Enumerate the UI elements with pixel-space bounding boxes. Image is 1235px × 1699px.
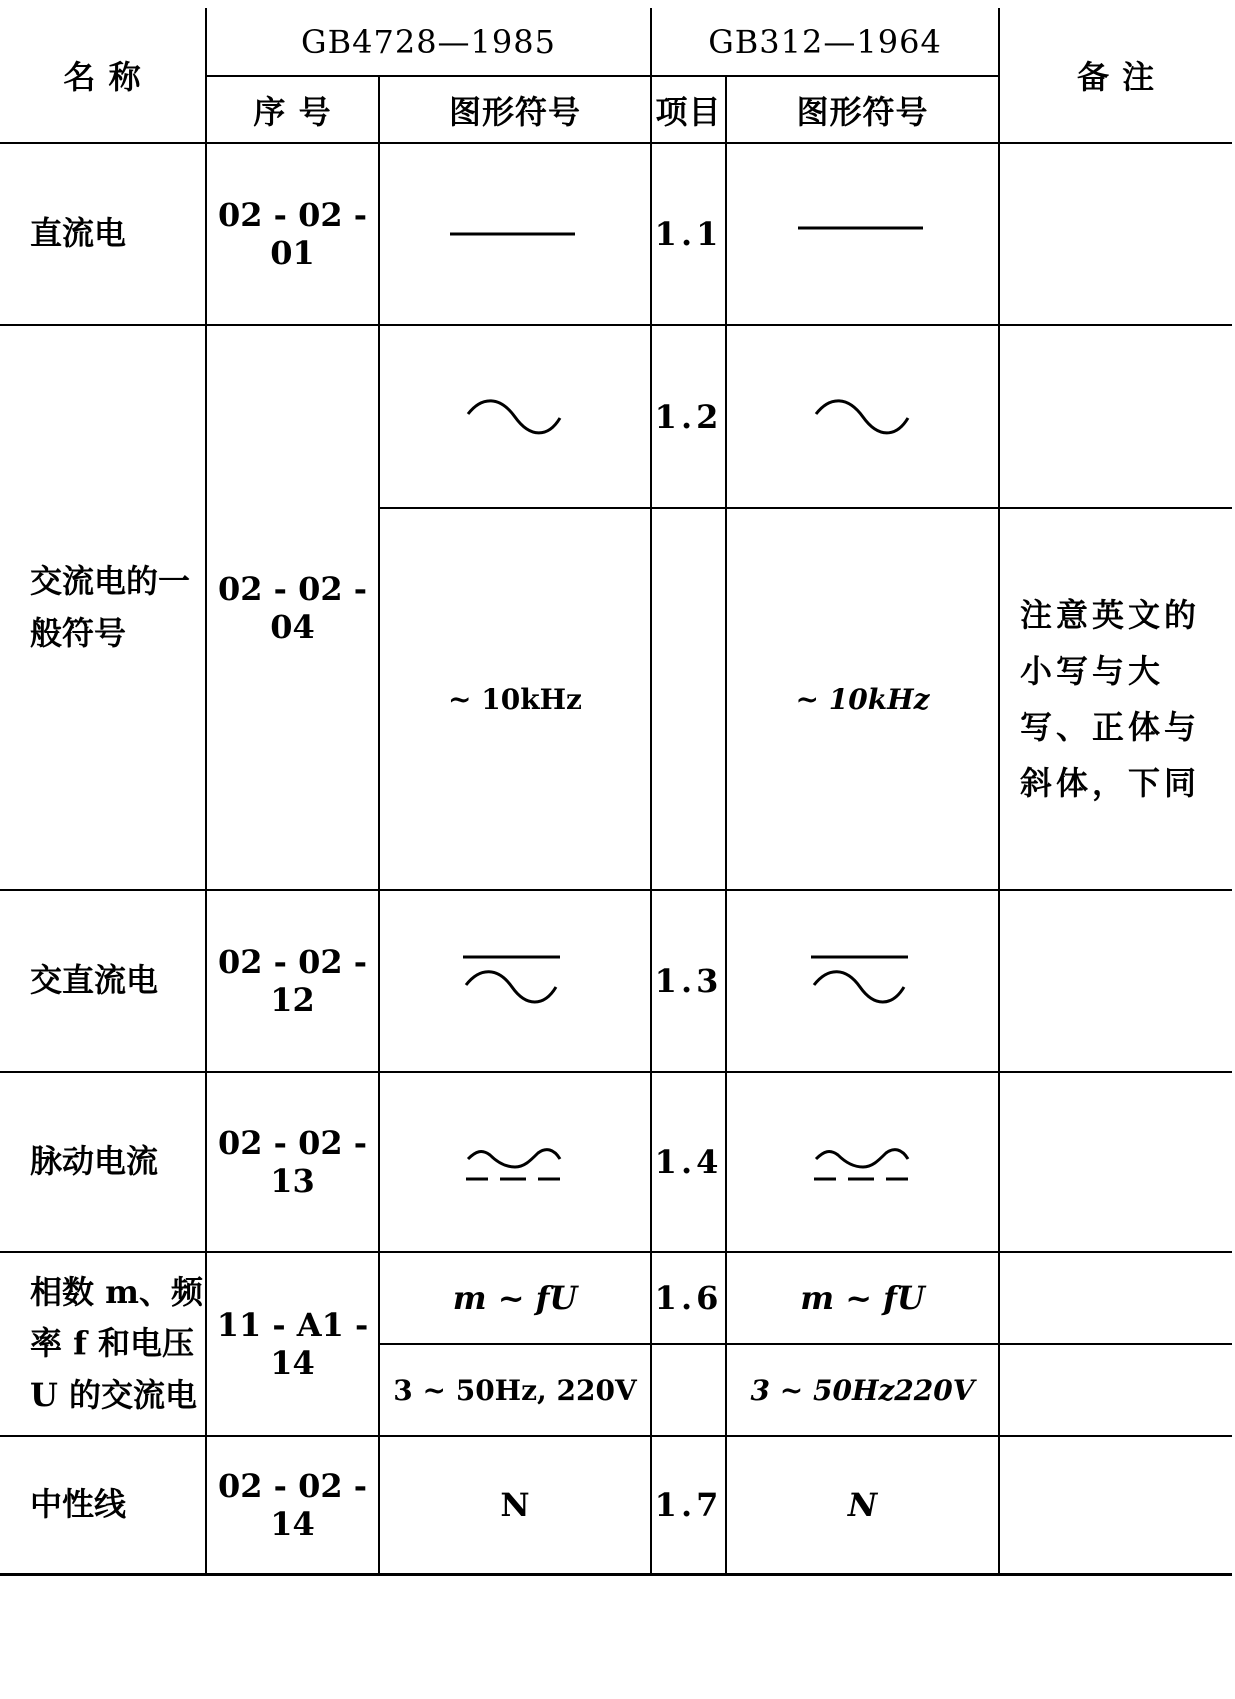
header-item: 项目	[651, 76, 726, 143]
row-note	[999, 1436, 1232, 1574]
table-row	[0, 143, 1232, 325]
row-name: 直流电	[0, 143, 206, 325]
ac-dc-icon	[808, 951, 918, 1011]
pulse-symbol-old	[726, 1072, 999, 1252]
row-code: 02 - 02 - 12	[206, 890, 379, 1072]
row-item: 1.7	[651, 1436, 726, 1574]
row-name: 相数 m、频率 f 和电压 U 的交流电	[0, 1252, 206, 1436]
phase-example-old: 3 ~ 50Hz220V	[726, 1344, 999, 1436]
dc-line-icon	[445, 224, 585, 244]
table-row	[0, 890, 1232, 1072]
symbol-comparison-table	[0, 8, 1232, 1576]
table-row	[0, 1252, 1232, 1344]
row-item: 1.6	[651, 1252, 726, 1344]
row-name: 中性线	[0, 1436, 206, 1574]
header-gb4728: GB4728—1985	[206, 8, 651, 76]
table-row	[0, 325, 1232, 508]
row-note	[999, 143, 1232, 325]
row-code: 02 - 02 - 13	[206, 1072, 379, 1252]
row-note	[999, 1252, 1232, 1344]
phase-example-new: 3 ~ 50Hz, 220V	[379, 1344, 651, 1436]
header-symbol-new: 图形符号	[379, 76, 651, 143]
ac-freq-old: ~ 10kHz	[726, 508, 999, 890]
header-name: 名 称	[0, 8, 206, 143]
pulse-symbol-new	[379, 1072, 651, 1252]
row-code: 11 - A1 - 14	[206, 1252, 379, 1436]
ac-symbol-old	[726, 325, 999, 508]
row-item: 1.2	[651, 325, 726, 508]
row-name: 交直流电	[0, 890, 206, 1072]
ac-dc-icon	[460, 951, 570, 1011]
row-note	[999, 1344, 1232, 1436]
neutral-symbol-old: N	[726, 1436, 999, 1574]
row-code: 02 - 02 - 14	[206, 1436, 379, 1574]
row-item-empty	[651, 1344, 726, 1436]
header-symbol-old: 图形符号	[726, 76, 999, 143]
row-item-empty	[651, 508, 726, 890]
phase-symbol-old: m ~ fU	[726, 1252, 999, 1344]
header-serial: 序 号	[206, 76, 379, 143]
sine-wave-icon	[460, 392, 570, 442]
row-note	[999, 890, 1232, 1072]
row-note: 注意英文的小写与大写、正体与斜体，下同	[999, 508, 1232, 890]
dc-line-icon	[793, 224, 933, 244]
header-gb312: GB312—1964	[651, 8, 999, 76]
acdc-symbol-new	[379, 890, 651, 1072]
row-note	[999, 1072, 1232, 1252]
pulsating-current-icon	[460, 1137, 570, 1187]
ac-freq-new: ~ 10kHz	[379, 508, 651, 890]
row-item: 1.1	[651, 143, 726, 325]
table-row	[0, 1072, 1232, 1252]
row-note-empty	[999, 325, 1232, 508]
row-code: 02 - 02 - 01	[206, 143, 379, 325]
row-item: 1.4	[651, 1072, 726, 1252]
row-name: 脉动电流	[0, 1072, 206, 1252]
row-code: 02 - 02 - 04	[206, 325, 379, 890]
neutral-symbol-new: N	[379, 1436, 651, 1574]
phase-symbol-new: m ~ fU	[379, 1252, 651, 1344]
pulsating-current-icon	[808, 1137, 918, 1187]
ac-symbol-new	[379, 325, 651, 508]
dc-symbol-new	[379, 143, 651, 325]
sine-wave-icon	[808, 392, 918, 442]
row-item: 1.3	[651, 890, 726, 1072]
header-remark: 备 注	[999, 8, 1232, 143]
row-name: 交流电的一般符号	[0, 325, 206, 890]
acdc-symbol-old	[726, 890, 999, 1072]
dc-symbol-old	[726, 143, 999, 325]
table-row	[0, 1436, 1232, 1574]
